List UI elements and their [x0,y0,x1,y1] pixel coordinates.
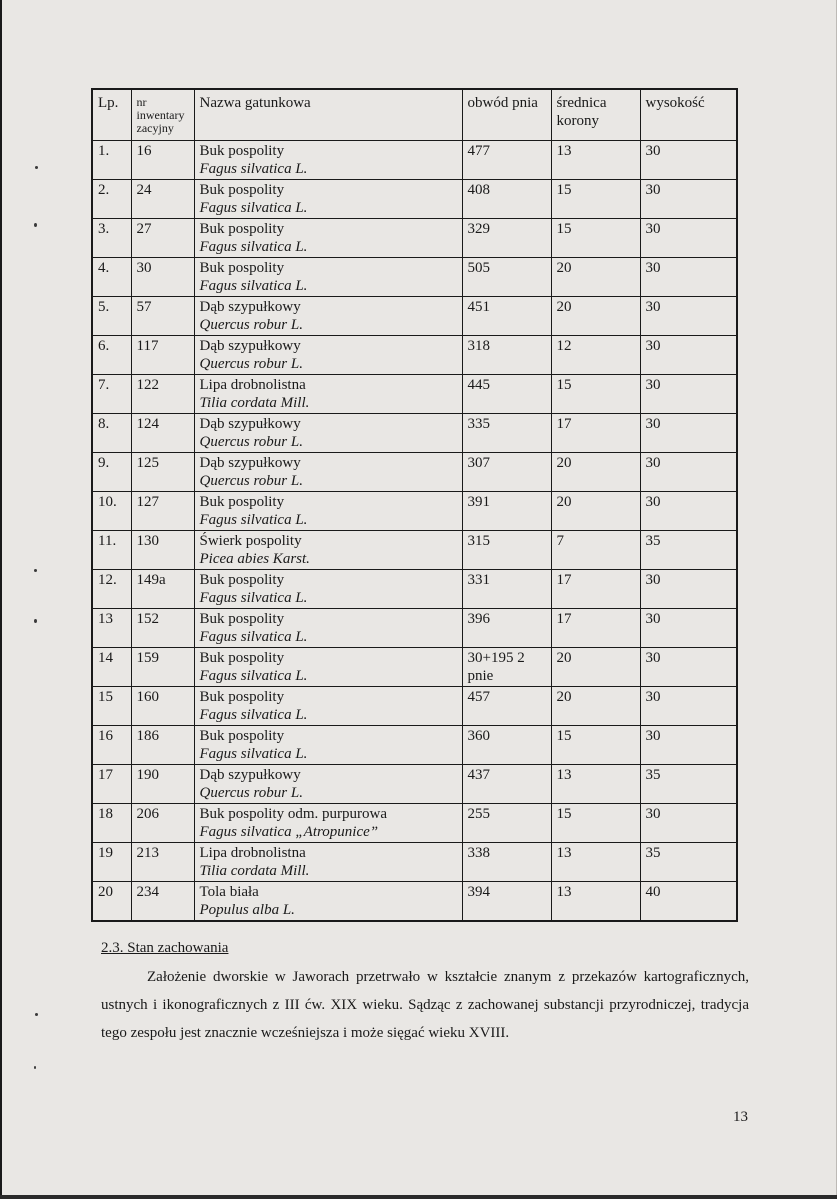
table-row [92,258,737,297]
cell-height: 40 [640,882,737,922]
cell-height: 30 [640,609,737,648]
cell-inventory-number: 57 [131,297,194,336]
species-latin-name: Quercus robur L. [199,785,303,801]
cell-height: 30 [640,648,737,687]
cell-crown: 20 [551,453,640,492]
table-row [92,765,737,804]
header-crown-diameter: średnica korony [551,89,640,141]
cell-lp: 12. [92,570,131,609]
cell-species [194,531,462,570]
cell-inventory-number: 124 [131,414,194,453]
species-common-name: Buk pospolity [199,221,285,237]
cell-girth: 360 [462,726,551,765]
cell-height: 30 [640,336,737,375]
species-common-name: Dąb szypułkowy [199,416,301,432]
cell-inventory-number: 16 [131,141,194,180]
cell-girth: 30+195 2 pnie [462,648,551,687]
cell-height: 30 [640,141,737,180]
page-number: 13 [733,1109,748,1125]
cell-girth: 394 [462,882,551,922]
cell-lp: 6. [92,336,131,375]
cell-species [194,414,462,453]
cell-inventory-number: 30 [131,258,194,297]
table-row [92,492,737,531]
cell-crown: 17 [551,570,640,609]
cell-height: 30 [640,687,737,726]
table-row [92,882,737,922]
cell-crown: 15 [551,180,640,219]
cell-height: 30 [640,258,737,297]
cell-height: 35 [640,843,737,882]
species-latin-name: Quercus robur L. [199,434,303,450]
cell-girth: 307 [462,453,551,492]
species-common-name: Buk pospolity [199,572,285,588]
cell-lp: 16 [92,726,131,765]
section-paragraph: Założenie dworskie w Jaworach przetrwało w kształcie znanym z przekazów kartograficznych, ustnych i ikonograficznych z III ćw. XIX wieku. Sądząc z zachowanej substancji przyrodniczej, tradycja tego zespołu jest znacznie wcześniejsza i może sięgać wieku XVIII. [101,969,749,1041]
table-row [92,570,737,609]
species-latin-name: Fagus silvatica „Atropunice” [199,824,379,840]
species-common-name: Buk pospolity [199,689,285,705]
table-row [92,336,737,375]
species-latin-name: Fagus silvatica L. [199,590,308,606]
cell-height: 30 [640,375,737,414]
species-latin-name: Quercus robur L. [199,356,303,372]
cell-lp: 18 [92,804,131,843]
cell-species [194,336,462,375]
species-common-name: Buk pospolity [199,494,285,510]
species-latin-name: Fagus silvatica L. [199,161,308,177]
species-common-name: Buk pospolity [199,260,285,276]
scan-edge-left [0,0,2,1199]
cell-lp: 15 [92,687,131,726]
cell-lp: 13 [92,609,131,648]
cell-lp: 1. [92,141,131,180]
table-row [92,609,737,648]
header-inventory-number-label: nr inwentary zacyjny [136,95,185,135]
cell-species [194,375,462,414]
cell-crown: 13 [551,765,640,804]
species-common-name: Buk pospolity odm. purpurowa [199,806,387,822]
cell-inventory-number: 234 [131,882,194,922]
cell-crown: 20 [551,648,640,687]
cell-height: 30 [640,414,737,453]
table-row [92,648,737,687]
cell-inventory-number: 186 [131,726,194,765]
cell-girth: 255 [462,804,551,843]
species-common-name: Lipa drobnolistna [199,377,306,393]
species-latin-name: Fagus silvatica L. [199,629,308,645]
cell-lp: 9. [92,453,131,492]
cell-crown: 15 [551,375,640,414]
species-common-name: Buk pospolity [199,650,285,666]
scan-speck [35,166,38,169]
cell-crown: 20 [551,297,640,336]
species-latin-name: Quercus robur L. [199,317,303,333]
header-trunk-girth: obwód pnia [462,89,551,141]
table-header-row [92,89,737,141]
cell-crown: 15 [551,726,640,765]
cell-height: 30 [640,804,737,843]
cell-species [194,570,462,609]
cell-lp: 14 [92,648,131,687]
species-common-name: Buk pospolity [199,611,285,627]
table-row [92,687,737,726]
cell-species [194,882,462,922]
table-row [92,843,737,882]
cell-crown: 13 [551,141,640,180]
cell-inventory-number: 24 [131,180,194,219]
cell-inventory-number: 160 [131,687,194,726]
cell-inventory-number: 125 [131,453,194,492]
cell-girth: 315 [462,531,551,570]
cell-girth: 338 [462,843,551,882]
cell-lp: 5. [92,297,131,336]
header-species-name: Nazwa gatunkowa [194,89,462,141]
cell-inventory-number: 117 [131,336,194,375]
cell-girth: 445 [462,375,551,414]
cell-inventory-number: 159 [131,648,194,687]
table-row [92,531,737,570]
cell-species [194,258,462,297]
cell-species [194,648,462,687]
species-common-name: Tola biała [199,884,259,900]
section-heading: 2.3. Stan zachowania [101,940,229,956]
cell-lp: 19 [92,843,131,882]
cell-inventory-number: 149a [131,570,194,609]
species-latin-name: Fagus silvatica L. [199,278,308,294]
cell-height: 35 [640,765,737,804]
species-common-name: Buk pospolity [199,182,285,198]
header-inventory-number [131,89,194,141]
cell-girth: 329 [462,219,551,258]
species-common-name: Buk pospolity [199,728,285,744]
cell-girth: 335 [462,414,551,453]
table-row [92,219,737,258]
cell-girth: 477 [462,141,551,180]
cell-height: 35 [640,531,737,570]
cell-species [194,609,462,648]
cell-species [194,219,462,258]
species-common-name: Dąb szypułkowy [199,455,301,471]
cell-species [194,141,462,180]
cell-crown: 17 [551,609,640,648]
cell-height: 30 [640,180,737,219]
cell-species [194,453,462,492]
cell-girth: 391 [462,492,551,531]
cell-crown: 20 [551,687,640,726]
species-latin-name: Fagus silvatica L. [199,200,308,216]
cell-crown: 13 [551,882,640,922]
cell-inventory-number: 122 [131,375,194,414]
species-latin-name: Tilia cordata Mill. [199,395,310,411]
scan-edge-bottom [0,1195,837,1199]
cell-lp: 7. [92,375,131,414]
cell-species [194,297,462,336]
cell-crown: 17 [551,414,640,453]
cell-species [194,492,462,531]
scan-speck [34,223,37,227]
cell-species [194,726,462,765]
tree-inventory-table [91,88,738,922]
cell-species [194,843,462,882]
species-latin-name: Picea abies Karst. [199,551,310,567]
cell-height: 30 [640,492,737,531]
species-common-name: Dąb szypułkowy [199,299,301,315]
table-row [92,297,737,336]
cell-girth: 451 [462,297,551,336]
species-common-name: Dąb szypułkowy [199,767,301,783]
cell-species [194,180,462,219]
cell-lp: 20 [92,882,131,922]
cell-species [194,687,462,726]
cell-girth: 437 [462,765,551,804]
table-row [92,726,737,765]
table-row [92,453,737,492]
cell-girth: 457 [462,687,551,726]
cell-lp: 2. [92,180,131,219]
table-row [92,375,737,414]
species-latin-name: Quercus robur L. [199,473,303,489]
species-common-name: Świerk pospolity [199,533,302,549]
table-row [92,414,737,453]
cell-girth: 331 [462,570,551,609]
species-latin-name: Fagus silvatica L. [199,746,308,762]
cell-lp: 10. [92,492,131,531]
cell-height: 30 [640,219,737,258]
cell-crown: 15 [551,219,640,258]
scan-speck [34,1066,36,1069]
cell-crown: 20 [551,258,640,297]
species-latin-name: Fagus silvatica L. [199,512,308,528]
cell-height: 30 [640,297,737,336]
cell-height: 30 [640,726,737,765]
cell-inventory-number: 206 [131,804,194,843]
species-latin-name: Fagus silvatica L. [199,668,308,684]
cell-height: 30 [640,453,737,492]
cell-girth: 408 [462,180,551,219]
species-latin-name: Fagus silvatica L. [199,707,308,723]
cell-inventory-number: 127 [131,492,194,531]
cell-girth: 318 [462,336,551,375]
species-common-name: Dąb szypułkowy [199,338,301,354]
cell-girth: 396 [462,609,551,648]
cell-crown: 15 [551,804,640,843]
scan-speck [35,1013,38,1016]
cell-girth: 505 [462,258,551,297]
cell-height: 30 [640,570,737,609]
species-common-name: Buk pospolity [199,143,285,159]
table-row [92,804,737,843]
species-latin-name: Fagus silvatica L. [199,239,308,255]
cell-inventory-number: 190 [131,765,194,804]
species-common-name: Lipa drobnolistna [199,845,306,861]
cell-lp: 3. [92,219,131,258]
species-latin-name: Populus alba L. [199,902,295,918]
cell-species [194,804,462,843]
cell-lp: 4. [92,258,131,297]
header-lp: Lp. [92,89,131,141]
cell-crown: 20 [551,492,640,531]
cell-inventory-number: 130 [131,531,194,570]
cell-crown: 7 [551,531,640,570]
cell-crown: 12 [551,336,640,375]
scan-speck [34,569,37,572]
species-latin-name: Tilia cordata Mill. [199,863,310,879]
cell-inventory-number: 152 [131,609,194,648]
cell-lp: 11. [92,531,131,570]
scan-speck [34,619,37,623]
table-row [92,180,737,219]
cell-inventory-number: 213 [131,843,194,882]
cell-lp: 17 [92,765,131,804]
cell-lp: 8. [92,414,131,453]
cell-species [194,765,462,804]
header-height: wysokość [640,89,737,141]
table-row [92,141,737,180]
cell-inventory-number: 27 [131,219,194,258]
cell-crown: 13 [551,843,640,882]
